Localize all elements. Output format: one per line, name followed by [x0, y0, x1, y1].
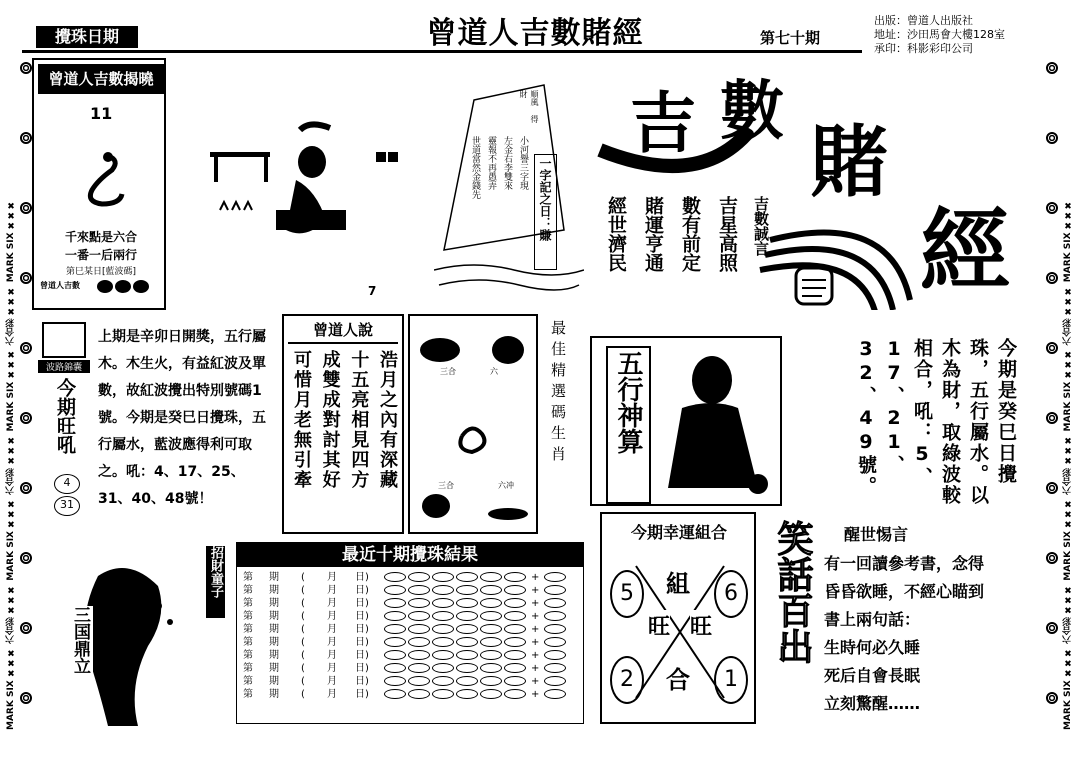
ball-oval: [456, 572, 478, 582]
results-row-label: (: [301, 572, 305, 583]
ball-oval: [456, 624, 478, 634]
warn-lines: [824, 550, 1034, 718]
special-ball-oval: [544, 611, 566, 621]
motto-column: 吉星高照: [716, 196, 738, 272]
results-row-label: 月: [327, 611, 337, 622]
results-row-label: 期: [269, 624, 279, 635]
results-row-label: 日): [355, 572, 369, 583]
ball-oval: [408, 598, 430, 608]
motto-heading: 吉數誠言: [752, 196, 770, 256]
warn-line: 立刻驚醒……: [824, 694, 921, 713]
results-plus: +: [531, 572, 540, 583]
results-row-label: 期: [269, 585, 279, 596]
ball-oval: [456, 598, 478, 608]
results-row-label: (: [301, 611, 305, 622]
results-special: [541, 584, 569, 597]
printer-line: 承印：科影彩印公司: [874, 42, 973, 55]
ball-oval: [408, 585, 430, 595]
ball-oval: [384, 598, 406, 608]
results-ball-ovals: [381, 675, 529, 688]
ball-oval: [504, 611, 526, 621]
ball-oval: [432, 572, 454, 582]
warn-title: 醒世惕言: [844, 525, 909, 544]
results-special: [541, 597, 569, 610]
draw-date-label: 攪珠日期: [36, 26, 138, 48]
results-row-label: (: [301, 676, 305, 687]
results-plus: +: [531, 637, 540, 648]
big-title-char: 經: [920, 199, 1010, 304]
results-row-label: 第: [243, 650, 253, 661]
results-title: 最近十期攪珠結果: [237, 543, 583, 567]
results-table: [241, 571, 569, 701]
wave-badge: 波路錦囊: [38, 360, 90, 373]
ball-oval: [456, 585, 478, 595]
three-kingdoms-label: 三国鼎立: [68, 606, 93, 716]
results-plus: +: [531, 689, 540, 700]
ball-oval: [384, 572, 406, 582]
warrior-icon: [38, 546, 198, 726]
ball-oval: [432, 663, 454, 673]
results-row-label: 月: [327, 689, 337, 700]
results-row-label: 期: [269, 598, 279, 609]
results-row-label: 月: [327, 663, 337, 674]
results-row-label: 月: [327, 598, 337, 609]
lucky-number: 2: [610, 656, 644, 704]
gardener-icon: [200, 100, 420, 300]
results-plus: +: [531, 611, 540, 622]
boat-line: 靈報不再愚弄: [486, 136, 496, 190]
lucky-number: 5: [610, 570, 644, 618]
warn-line: 有一回讀參考書，念得: [824, 554, 985, 573]
results-ball-ovals: [381, 636, 529, 649]
wave-box: [36, 316, 280, 534]
publisher-info: [874, 14, 1060, 56]
special-ball-oval: [544, 676, 566, 686]
zodiac-label: 三合: [440, 367, 456, 376]
results-row: [241, 610, 569, 623]
ball-oval: [432, 676, 454, 686]
results-row-label: 月: [327, 676, 337, 687]
ball-oval: [480, 637, 502, 647]
results-row-label: 期: [269, 637, 279, 648]
special-ball-oval: [544, 663, 566, 673]
results-row-label: (: [301, 663, 305, 674]
results-row-label: 第: [243, 689, 253, 700]
results-ball-ovals: [381, 623, 529, 636]
results-row-label: 日): [355, 611, 369, 622]
results-row-label: 月: [327, 585, 337, 596]
special-ball-oval: [544, 650, 566, 660]
lucky-center-right: 旺: [690, 610, 712, 641]
results-row-label: 第: [243, 663, 253, 674]
motto-column: 數有前定: [679, 196, 701, 272]
ball-oval: [504, 637, 526, 647]
results-row-label: (: [301, 585, 305, 596]
special-ball-oval: [544, 689, 566, 699]
big-title-char: 數: [720, 75, 784, 149]
ball-oval: [480, 663, 502, 673]
publisher-line: 出版：曾道人出版社: [874, 14, 973, 27]
results-row: [241, 688, 569, 701]
boat-banner: 順風 得 財: [519, 90, 539, 123]
lucky-number: 6: [714, 570, 748, 618]
results-row-label: 日): [355, 598, 369, 609]
issue-number: 第七十期: [760, 29, 821, 47]
ball-oval: [456, 676, 478, 686]
big-title-char: 賭: [810, 118, 889, 208]
wuxing-title: 五行神算: [606, 346, 651, 504]
says-column: 十五亮相見四方: [348, 350, 370, 490]
results-side-label: 招財童子: [206, 546, 225, 618]
ball-oval: [432, 650, 454, 660]
results-row-label: 期: [269, 650, 279, 661]
ball-oval: [384, 663, 406, 673]
results-row-label: 期: [269, 676, 279, 687]
ball-oval: [504, 663, 526, 673]
riddle-note: 第巳某日[藍波碼]: [65, 267, 137, 277]
results-row-label: 日): [355, 624, 369, 635]
results-row-label: 期: [269, 611, 279, 622]
results-special: [541, 662, 569, 675]
warn-line: 書上兩句話：: [824, 610, 921, 629]
zodiac-label: 六: [490, 367, 498, 376]
ball-oval: [456, 663, 478, 673]
ball-oval: [408, 676, 430, 686]
ball-oval: [384, 585, 406, 595]
results-row-label: 月: [327, 637, 337, 648]
ball-oval: [408, 663, 430, 673]
results-row-label: 第: [243, 572, 253, 583]
boat-line: 小河譽三字現: [518, 136, 528, 190]
today-text: 今期是癸巳日攪珠，五行屬水。以木為財，取綠波較相合，吼：5、17、21、32、49號。: [855, 338, 1017, 506]
ball-oval: [504, 572, 526, 582]
results-row-label: 月: [327, 572, 337, 583]
special-ball-oval: [544, 637, 566, 647]
riddle-number: 11: [90, 104, 113, 123]
lucky-title: 今期幸運組合: [630, 523, 727, 542]
results-ball-ovals: [381, 571, 529, 584]
results-row: [241, 649, 569, 662]
ball-oval: [432, 689, 454, 699]
zodiac-animals-icon: [410, 316, 536, 532]
riddle-poem-line2: 一番一后兩行: [64, 248, 137, 262]
zodiac-side-text: 最佳精選碼生肖: [549, 320, 567, 467]
special-ball-oval: [544, 624, 566, 634]
snake-icon: [78, 150, 128, 210]
ball-oval: [408, 611, 430, 621]
results-row-label: 第: [243, 637, 253, 648]
results-row-label: 期: [269, 572, 279, 583]
ball-oval: [408, 650, 430, 660]
results-ball-ovals: [381, 688, 529, 701]
results-plus: +: [531, 663, 540, 674]
address-line: 地址：沙田馬會大樓128室: [874, 28, 1005, 41]
boat-lines: [470, 136, 530, 246]
results-row-label: (: [301, 650, 305, 661]
ball-oval: [456, 650, 478, 660]
wave-text: 上期是辛卯日開獎，五行屬木。木生火，有益紅波及單數，故紅波攪出特別號碼1號。今期是癸巳日攪珠，五行屬水，藍波應得利可取之。吼：4、17、25、31、40、48號！: [98, 329, 266, 507]
ball-oval: [456, 689, 478, 699]
right-dot-column: [1046, 62, 1060, 762]
lucky-center-bottom: 合: [666, 660, 690, 695]
ball-oval: [504, 585, 526, 595]
left-side-strip: MARK SIX ✖✖✖ 六合彩 ✖✖✖ MARK SIX ✖✖✖ 六合彩 ✖✖✖ MARK SIX ✖✖✖ 六合彩 ✖✖✖ MARK SIX ✖✖✖: [6, 199, 16, 730]
special-ball-oval: [544, 598, 566, 608]
ball-oval: [504, 624, 526, 634]
results-row: [241, 623, 569, 636]
motto-column: 經世濟民: [605, 196, 627, 272]
results-plus: +: [531, 676, 540, 687]
page-title: 曾道人吉數賭經: [426, 16, 644, 51]
zodiac-box: [408, 314, 538, 534]
results-row-label: (: [301, 637, 305, 648]
ball-oval: [432, 624, 454, 634]
results-box: [236, 542, 584, 724]
warn-line: 死后自會長眠: [824, 666, 921, 685]
ball-oval: [504, 598, 526, 608]
ball-oval: [408, 637, 430, 647]
ball-oval: [384, 611, 406, 621]
ball-oval: [504, 689, 526, 699]
wave-circle-number: 4: [54, 474, 80, 494]
ball-oval: [480, 624, 502, 634]
ball-oval: [504, 676, 526, 686]
results-row-label: 日): [355, 650, 369, 661]
ball-oval: [432, 637, 454, 647]
fist-icon: [790, 262, 840, 312]
results-ball-ovals: [381, 649, 529, 662]
results-row-label: 期: [269, 689, 279, 700]
special-ball-oval: [544, 572, 566, 582]
picture-page-number: 7: [368, 284, 377, 298]
results-row-label: 第: [243, 611, 253, 622]
right-side-strip: MARK SIX ✖✖✖ 六合彩 ✖✖✖ MARK SIX ✖✖✖ 六合彩 ✖✖✖ MARK SIX ✖✖✖ 六合彩 ✖✖✖ MARK SIX ✖✖✖: [1063, 199, 1073, 730]
results-row-label: 第: [243, 624, 253, 635]
riddle-footer: 曾道人吉數: [40, 281, 80, 290]
ball-oval: [480, 689, 502, 699]
ball-oval: [480, 676, 502, 686]
zodiac-label: 三合: [438, 481, 454, 490]
results-row-label: (: [301, 689, 305, 700]
ball-oval: [384, 689, 406, 699]
results-plus: +: [531, 650, 540, 661]
results-ball-ovals: [381, 662, 529, 675]
ball-oval: [480, 650, 502, 660]
results-special: [541, 571, 569, 584]
results-plus: +: [531, 585, 540, 596]
ball-oval: [384, 624, 406, 634]
ball-oval: [456, 637, 478, 647]
results-row-label: 期: [269, 663, 279, 674]
ball-oval: [408, 689, 430, 699]
boat-title: 一字記之日：賺: [534, 154, 557, 270]
motto-column: 賭運亨通: [642, 196, 664, 272]
results-row-label: 日): [355, 585, 369, 596]
says-column: 浩月之內有深藏: [376, 350, 398, 490]
results-special: [541, 623, 569, 636]
ball-oval: [384, 676, 406, 686]
results-ball-ovals: [381, 610, 529, 623]
says-columns: [288, 350, 400, 530]
says-heading: 曾道人說: [288, 318, 398, 344]
results-row-label: 日): [355, 676, 369, 687]
ball-oval: [408, 624, 430, 634]
results-row: [241, 675, 569, 688]
results-ball-ovals: [381, 584, 529, 597]
says-column: 成雙成對討其好: [319, 350, 341, 490]
results-row: [241, 571, 569, 584]
ball-oval: [480, 611, 502, 621]
wave-badge-icon: [42, 322, 86, 358]
riddle-title: 曾道人吉數揭曉: [38, 64, 164, 94]
ball-oval: [384, 650, 406, 660]
big-title-char: 吉: [630, 85, 696, 162]
results-special: [541, 688, 569, 701]
ball-oval: [504, 650, 526, 660]
results-row-label: (: [301, 624, 305, 635]
wave-label: 今期旺吼: [54, 378, 76, 454]
results-row-label: 日): [355, 689, 369, 700]
ball-oval: [432, 611, 454, 621]
lucky-box: [600, 512, 756, 724]
results-special: [541, 649, 569, 662]
riddle-balls: [96, 276, 162, 295]
results-row-label: 第: [243, 585, 253, 596]
ball-oval: [456, 611, 478, 621]
ball-oval: [480, 585, 502, 595]
special-ball-oval: [544, 585, 566, 595]
zodiac-label: 六冲: [498, 481, 514, 490]
motto-block: [605, 196, 772, 322]
results-plus: +: [531, 598, 540, 609]
boat-line: 左金右李雙來: [502, 136, 512, 190]
wave-circle-number: 31: [54, 496, 80, 516]
results-row-label: (: [301, 598, 305, 609]
illustration-gardener: [200, 100, 420, 300]
warn-line: 生時何必久睡: [824, 638, 921, 657]
fortune-god-icon: [658, 344, 778, 502]
ball-oval: [480, 598, 502, 608]
results-row-label: 日): [355, 637, 369, 648]
results-special: [541, 675, 569, 688]
says-box: [282, 314, 404, 534]
ball-oval: [408, 572, 430, 582]
results-row-label: 日): [355, 663, 369, 674]
lucky-number: 1: [714, 656, 748, 704]
results-row-label: 第: [243, 598, 253, 609]
results-plus: +: [531, 624, 540, 635]
results-row: [241, 584, 569, 597]
results-row-label: 月: [327, 650, 337, 661]
ball-oval: [432, 598, 454, 608]
wuxing-box: [590, 336, 782, 506]
ball-oval: [432, 585, 454, 595]
lucky-center-left: 旺: [648, 610, 670, 641]
ball-oval: [480, 572, 502, 582]
lucky-center-top: 組: [666, 564, 690, 599]
warn-side-title: 笑話百出: [772, 520, 813, 664]
results-row-label: 第: [243, 676, 253, 687]
says-column: 可惜月老無引牽: [291, 350, 312, 490]
boat-illustration: [434, 80, 584, 300]
results-row: [241, 597, 569, 610]
riddle-box: [32, 58, 166, 310]
boat-line: 世道當然金錢先: [470, 136, 480, 199]
ball-oval: [384, 637, 406, 647]
results-row: [241, 662, 569, 675]
results-row: [241, 636, 569, 649]
results-row-label: 月: [327, 624, 337, 635]
warn-line: 昏昏欲睡，不經心瞄到: [824, 582, 985, 601]
results-ball-ovals: [381, 597, 529, 610]
results-special: [541, 610, 569, 623]
results-special: [541, 636, 569, 649]
riddle-poem-line1: 千來點是六合: [64, 230, 137, 244]
warn-box: [762, 512, 1036, 726]
three-kingdoms-illustration: [38, 546, 198, 726]
